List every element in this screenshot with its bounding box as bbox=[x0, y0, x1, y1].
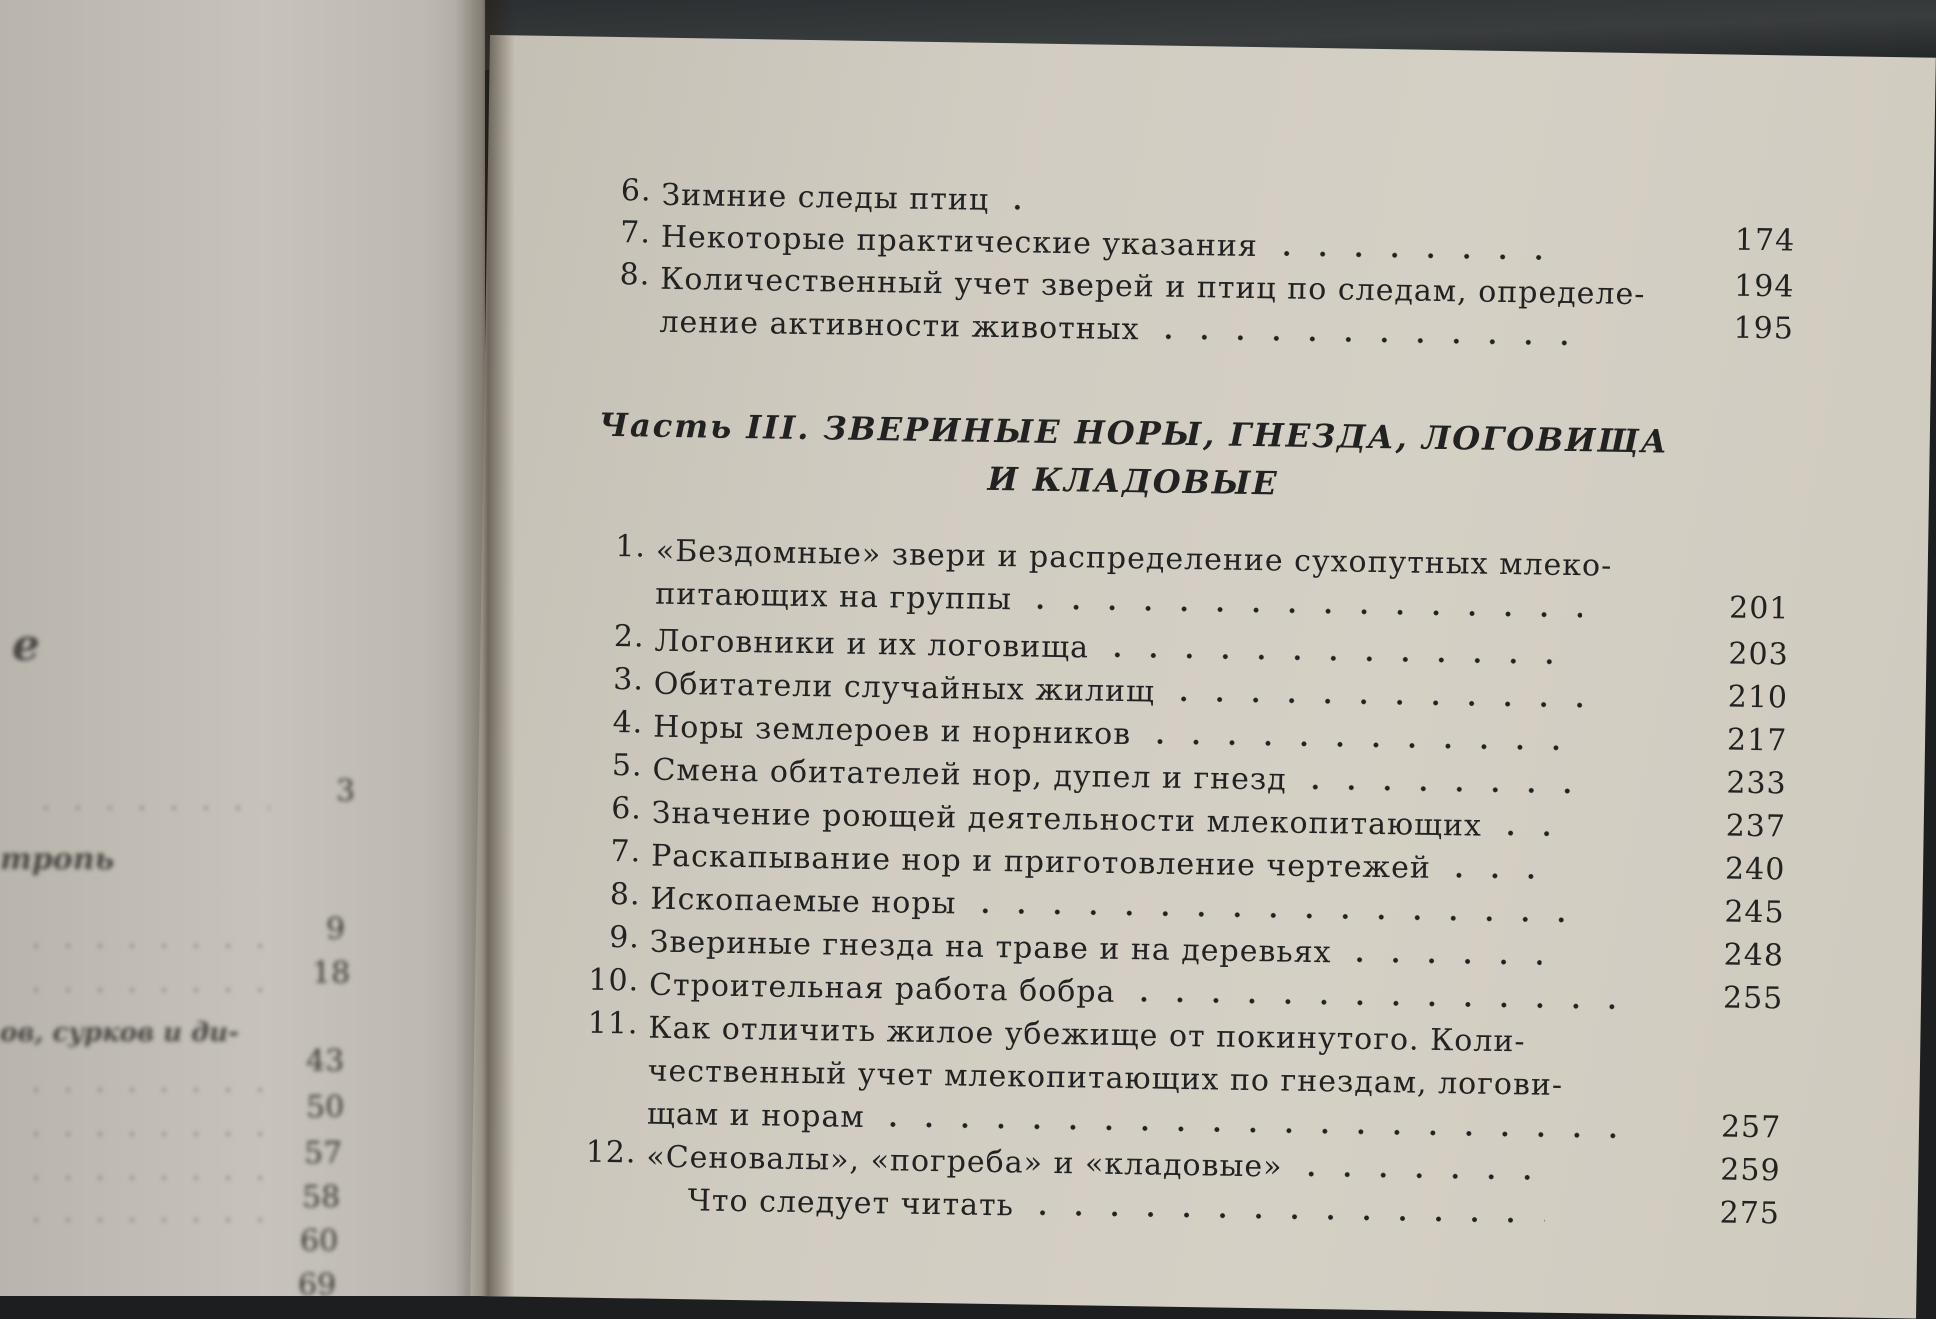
left-page-number: 43 bbox=[306, 1044, 345, 1079]
toc-entry-line: щам и норам bbox=[646, 1096, 865, 1136]
right-page bbox=[470, 35, 1936, 1319]
toc-entry bbox=[582, 529, 1822, 627]
leader-dots bbox=[1268, 250, 1568, 261]
toc-entry-line: Логовники и их логовища bbox=[654, 623, 1090, 666]
toc-entry-number: 8. bbox=[619, 257, 651, 293]
left-leader-dots bbox=[30, 806, 270, 810]
part-heading-line: Часть III. ЗВЕРИНЫЕ НОРЫ, ГНЕЗДА, ЛОГОВИЩА bbox=[598, 405, 1670, 461]
part-heading-line: И КЛАДОВЫЕ bbox=[987, 459, 1279, 503]
toc-entry-line: Что следует читать bbox=[687, 1183, 1015, 1224]
left-leader-dots bbox=[20, 1218, 270, 1222]
toc-entry-line: Норы землероев и норников bbox=[652, 709, 1132, 753]
toc-entry-page: 245 bbox=[1724, 894, 1785, 931]
leader-dots bbox=[1150, 333, 1580, 346]
toc-entry-page: 275 bbox=[1719, 1195, 1781, 1232]
toc-entry-line: ление активности животных bbox=[659, 304, 1140, 348]
toc-entry-line: питающих на группы bbox=[654, 576, 1013, 618]
toc-entry-page: 203 bbox=[1728, 636, 1789, 673]
toc-entry-line: «Бездомные» звери и распределение сухопутных млеко- bbox=[655, 533, 1613, 584]
left-fragment-heading: тропь bbox=[0, 842, 115, 877]
toc-entry-number: 6. bbox=[620, 173, 652, 209]
toc-entry-number: 3. bbox=[612, 662, 645, 698]
toc-entry-page: 255 bbox=[1722, 980, 1784, 1017]
toc-entry-number: 11. bbox=[587, 1005, 639, 1042]
toc-entry-page: 259 bbox=[1720, 1152, 1781, 1189]
leader-dots bbox=[1492, 830, 1572, 837]
leader-dots bbox=[1024, 1210, 1544, 1224]
left-leader-dots bbox=[20, 988, 270, 992]
leader-dots bbox=[1342, 956, 1542, 965]
toc-entry-line: Обитатели случайных жилищ bbox=[653, 666, 1156, 710]
toc-entry-number: 8. bbox=[609, 876, 641, 913]
toc-entry-title bbox=[655, 530, 1666, 632]
left-fragment-text: ов, сурков и ди- bbox=[0, 1018, 239, 1048]
toc-entry-number: 2. bbox=[613, 619, 645, 655]
toc-entry-number: 7. bbox=[610, 833, 642, 870]
left-page-content bbox=[0, 0, 485, 1296]
toc-entry-line: Количественный учет зверей и птиц по следам, определе- bbox=[659, 261, 1646, 313]
toc-entry-line: Строительная работа бобра bbox=[648, 967, 1116, 1010]
left-page bbox=[0, 0, 485, 1296]
toc-entry-line: «Сеновалы», «погреба» и «кладовые» bbox=[646, 1139, 1283, 1185]
book-gutter bbox=[455, 0, 515, 1296]
toc-entry-page: 217 bbox=[1726, 722, 1788, 759]
toc-entry-page: 194 bbox=[1733, 268, 1795, 305]
left-page-number: 57 bbox=[304, 1136, 343, 1171]
table-of-contents bbox=[470, 35, 1936, 1319]
leader-dots bbox=[1165, 696, 1585, 709]
left-page-number: 69 bbox=[298, 1268, 337, 1296]
toc-entry-number: 7. bbox=[620, 215, 652, 251]
toc-entry-page: 248 bbox=[1723, 937, 1785, 974]
toc-entry-number: 5. bbox=[611, 748, 643, 784]
toc-entry-page: 233 bbox=[1726, 765, 1787, 802]
left-page-number: 18 bbox=[312, 956, 351, 991]
left-fragment-letter: е bbox=[12, 620, 40, 671]
leader-dots bbox=[1142, 738, 1562, 751]
leader-dots bbox=[1022, 603, 1582, 618]
leader-dots bbox=[1126, 996, 1616, 1010]
toc-entry-line: Смена обитателей нор, дупел и гнезд bbox=[652, 752, 1288, 798]
left-page-number: 58 bbox=[302, 1180, 341, 1215]
left-page-number: 50 bbox=[306, 1090, 345, 1125]
left-leader-dots bbox=[20, 1132, 270, 1136]
left-page-number: 60 bbox=[300, 1224, 339, 1259]
toc-entry-number: 6. bbox=[610, 791, 643, 827]
toc-entry-line: Некоторые практические указания bbox=[660, 219, 1259, 265]
toc-entry-title bbox=[659, 258, 1670, 360]
leader-dots bbox=[1441, 872, 1551, 880]
toc-entry-page: 257 bbox=[1720, 1109, 1782, 1146]
left-page-number: 3 bbox=[336, 774, 356, 809]
toc-entry-line: Раскапывание нор и приготовление чертежей bbox=[650, 838, 1432, 886]
toc-entry-page: 174 bbox=[1734, 222, 1796, 259]
toc-entry-number: 10. bbox=[588, 962, 640, 999]
toc-entry-page: 237 bbox=[1725, 808, 1787, 845]
toc-entry-line: Ископаемые норы bbox=[650, 881, 957, 922]
part-heading bbox=[573, 400, 1694, 514]
toc-entry-number: 4. bbox=[612, 705, 644, 741]
left-page-number: 9 bbox=[326, 912, 346, 947]
leader-dots bbox=[1293, 1171, 1543, 1181]
toc-entry-line: чественный учет млекопитающих по гнездам, логови- bbox=[647, 1053, 1564, 1103]
toc-entry-line: Зимние следы птиц bbox=[661, 177, 990, 218]
toc-entry-page: 195 bbox=[1733, 310, 1795, 347]
toc-entry bbox=[588, 173, 1828, 218]
leader-dots bbox=[1099, 652, 1569, 665]
toc-entry-page: 240 bbox=[1724, 851, 1786, 888]
toc-entry-title bbox=[647, 1007, 1659, 1152]
leader-dots bbox=[1297, 784, 1587, 795]
toc-entry-number: 12. bbox=[585, 1134, 637, 1171]
left-leader-dots bbox=[20, 1088, 270, 1092]
toc-entry-page: 210 bbox=[1727, 679, 1789, 716]
left-leader-dots bbox=[20, 944, 270, 948]
toc-entry-page: 201 bbox=[1728, 590, 1790, 627]
toc-entry-number: 9. bbox=[608, 919, 641, 956]
leader-dots bbox=[967, 908, 1587, 924]
toc-entry-number: 1. bbox=[615, 529, 647, 565]
leader-dots bbox=[1000, 204, 1040, 211]
leader-dots bbox=[875, 1121, 1635, 1139]
left-leader-dots bbox=[20, 1176, 270, 1180]
toc-entry-line: Звериные гнезда на траве и на деревьях bbox=[649, 924, 1332, 971]
toc-entry-line: Значение роющей деятельности млекопитающих bbox=[651, 795, 1483, 844]
toc-entry-line: Как отличить жилое убежище от покинутого. Коли- bbox=[648, 1010, 1526, 1060]
